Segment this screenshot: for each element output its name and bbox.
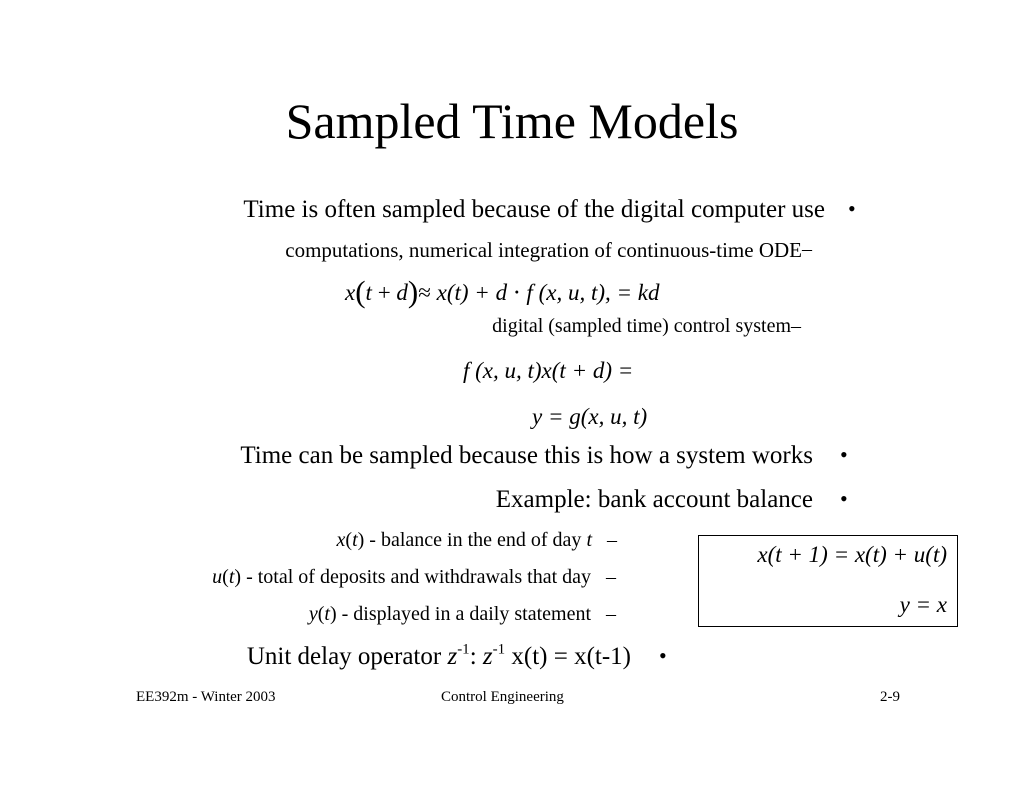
equation-output: y = g(x, u, t) [532, 404, 648, 429]
equation-box [698, 535, 958, 627]
item2-arg: t [228, 566, 235, 588]
item1-open: ( [345, 529, 353, 551]
item1-text: - balance in the end of day [364, 529, 587, 551]
dash-marker-item-2: – [606, 566, 616, 588]
bullet4-z: z [447, 643, 458, 670]
sub-item-1: computations, numerical integration of continuous-time ODE [285, 238, 802, 262]
bullet4-expr: x(t) = x(t-1) [505, 643, 631, 670]
footer-center: Control Engineering [441, 689, 564, 705]
list-item-deposits [212, 566, 591, 589]
item2-text: - total of deposits and withdrawals that day [241, 566, 591, 588]
bullet-marker-4: • [659, 643, 667, 668]
item3-var: y [308, 603, 318, 625]
eq1-rhs-b: (x, u, t), [538, 280, 611, 305]
eq1-open-paren: ( [355, 274, 366, 309]
eq1-plus: + [377, 280, 391, 305]
list-item-statement [309, 603, 591, 626]
eq1-t: t [365, 280, 372, 305]
item2-close: ) [234, 566, 242, 588]
bullet4-colon: : [469, 643, 483, 670]
bullet4-label: Unit delay operator [246, 643, 448, 670]
item1-arg: t [352, 529, 358, 551]
bullet-text-3: Example: bank account balance [495, 486, 813, 513]
list-item-balance [337, 529, 593, 552]
item1-tail: t [586, 529, 592, 551]
eq1-close-paren: ) [407, 274, 419, 309]
eq1-rhs-c: = kd [610, 280, 660, 305]
bullet-marker-2: • [840, 442, 848, 467]
item1-var: x [336, 529, 346, 551]
footer-page-number: 2-9 [880, 689, 900, 705]
bullet4-expr-z: z [482, 643, 493, 670]
dash-marker-2: – [791, 315, 801, 337]
item3-close: ) [329, 603, 337, 625]
eq1-d: d [396, 280, 408, 305]
dash-marker-1: – [802, 238, 812, 260]
bullet-marker-1: • [848, 196, 856, 221]
box-equation-1: x(t + 1) = x(t) + u(t) [757, 542, 947, 567]
bullet4-exp: -1 [457, 641, 470, 658]
equation-state-update: f (x, u, t)x(t + d) = [463, 358, 634, 383]
sub-item-2: digital (sampled time) control system [492, 315, 791, 337]
slide-title: Sampled Time Models [285, 93, 739, 149]
equation-euler [345, 272, 659, 308]
eq1-x: x [345, 280, 356, 305]
item3-text: - displayed in a daily statement [336, 603, 591, 625]
item2-open: ( [222, 566, 229, 588]
bullet-marker-3: • [840, 486, 848, 511]
bullet-text-4 [247, 643, 631, 671]
item1-close: ) [357, 529, 365, 551]
dash-marker-item-1: – [607, 529, 617, 551]
box-equation-2: y = x [899, 592, 947, 617]
item3-arg: t [324, 603, 330, 625]
footer-left: EE392m - Winter 2003 [136, 689, 276, 705]
item3-open: ( [317, 603, 325, 625]
bullet4-expr-exp: -1 [492, 641, 506, 658]
bullet-text-1: Time is often sampled because of the digital computer use [243, 196, 825, 223]
eq1-rhs-a: x(t) + d ⋅ f [436, 280, 533, 305]
eq1-approx: ≈ [418, 280, 431, 305]
item2-var: u [212, 566, 223, 588]
dash-marker-item-3: – [606, 603, 616, 625]
bullet-text-2: Time can be sampled because this is how a system works [240, 442, 813, 469]
